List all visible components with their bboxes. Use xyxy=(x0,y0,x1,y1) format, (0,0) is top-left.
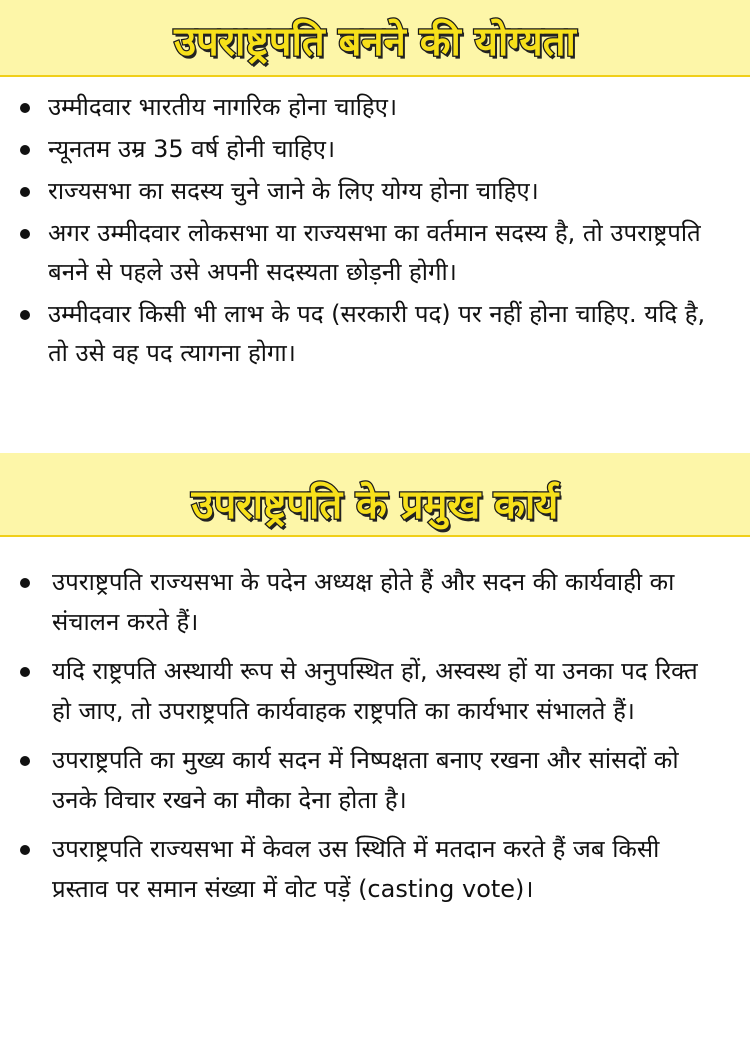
list-item-text: उपराष्ट्रपति का मुख्य कार्य सदन में निष्पक्षता बनाए रखना और सांसदों को उनके विचार रखने का मौका देना होता है। xyxy=(52,746,679,814)
bullet-icon xyxy=(20,756,30,766)
bullet-icon xyxy=(20,229,30,239)
list-item xyxy=(0,651,750,731)
list-item xyxy=(0,562,750,642)
eligibility-heading: उपराष्ट्रपति बनने की योग्यता xyxy=(174,19,576,65)
bullet-icon xyxy=(20,845,30,855)
list-item-text: यदि राष्ट्रपति अस्थायी रूप से अनुपस्थित हों, अस्वस्थ हों या उनका पद रिक्त हो जाए, तो उपराष्ट्रपति कार्यवाहक राष्ट्रपति का कार्यभार संभालते हैं। xyxy=(52,657,698,725)
list-item-text: उम्मीदवार भारतीय नागरिक होना चाहिए। xyxy=(48,93,398,121)
bullet-icon xyxy=(20,187,30,197)
list-item xyxy=(0,214,750,292)
bullet-icon xyxy=(20,103,30,113)
bullet-icon xyxy=(20,578,30,588)
list-item-text: राज्यसभा का सदस्य चुने जाने के लिए योग्य होना चाहिए। xyxy=(48,177,539,205)
bullet-icon xyxy=(20,667,30,677)
list-item-text: उपराष्ट्रपति राज्यसभा के पदेन अध्यक्ष होते हैं और सदन की कार्यवाही का संचालन करते हैं। xyxy=(52,568,675,636)
list-item xyxy=(0,295,750,373)
list-item xyxy=(0,88,750,127)
eligibility-list xyxy=(0,88,750,376)
list-item-text: उपराष्ट्रपति राज्यसभा में केवल उस स्थिति में मतदान करते हैं जब किसी प्रस्ताव पर समान संख्या में वोट पड़ें (casting vote)। xyxy=(52,835,660,903)
eligibility-banner xyxy=(0,0,750,77)
list-item xyxy=(0,172,750,211)
bullet-icon xyxy=(20,145,30,155)
bullet-icon xyxy=(20,310,30,320)
list-item xyxy=(0,740,750,820)
list-item-text: उम्मीदवार किसी भी लाभ के पद (सरकारी पद) पर नहीं होना चाहिए. यदि है, तो उसे वह पद त्यागना होगा। xyxy=(48,300,706,367)
functions-banner xyxy=(0,453,750,537)
functions-heading: उपराष्ट्रपति के प्रमुख कार्य xyxy=(191,482,559,528)
list-item xyxy=(0,130,750,169)
functions-list xyxy=(0,562,750,918)
list-item-text: न्यूनतम उम्र 35 वर्ष होनी चाहिए। xyxy=(48,135,336,163)
list-item xyxy=(0,829,750,909)
list-item-text: अगर उम्मीदवार लोकसभा या राज्यसभा का वर्तमान सदस्य है, तो उपराष्ट्रपति बनने से पहले उसे अपनी सदस्यता छोड़नी होगी। xyxy=(48,219,701,286)
